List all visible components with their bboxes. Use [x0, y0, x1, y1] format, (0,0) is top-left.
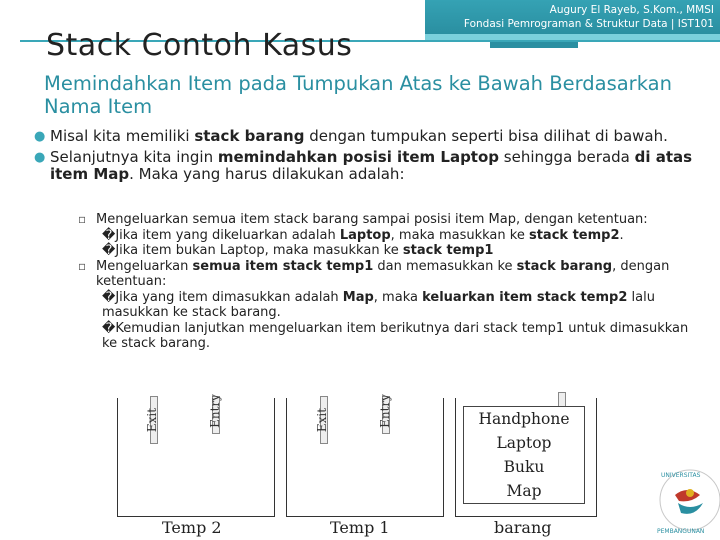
- bullet-item: [34, 149, 694, 183]
- header-course: Fondasi Pemrograman & Struktur Data | IST101: [463, 18, 714, 30]
- substep-item: [78, 321, 698, 352]
- step-text: Mengeluarkan semua: [96, 212, 241, 227]
- step-bold: stack barang: [516, 258, 613, 274]
- substep-text: Jika yang item dimasukkan adalah: [115, 289, 343, 305]
- step-text: Mengeluarkan: [96, 258, 193, 274]
- step-text: dan memasukkan ke: [373, 258, 517, 274]
- substep-text: .: [619, 227, 624, 243]
- bullet-item: [34, 128, 694, 145]
- step-item: [78, 259, 698, 290]
- slide-title: Stack Contoh Kasus: [46, 28, 353, 63]
- header-text: [464, 3, 714, 31]
- substep-bold: Map: [342, 289, 374, 305]
- step-item: [78, 212, 698, 228]
- stack-item: Laptop: [496, 434, 552, 452]
- square-bullet-icon: ▫: [78, 212, 87, 226]
- bullet-bold: di atas item Map: [50, 148, 693, 183]
- substep-item: [78, 228, 698, 244]
- substep-item: [78, 290, 698, 321]
- substep-text: , maka: [373, 289, 423, 305]
- bullet-bold: stack barang: [194, 127, 305, 145]
- substep-item: [78, 243, 698, 259]
- header-author: Augury El Rayeb, S.Kom., MMSI: [549, 4, 714, 16]
- bullet-dot-icon: ●: [34, 129, 46, 144]
- bullet-bold: memindahkan posisi item Laptop: [217, 148, 500, 166]
- stack-temp1: [286, 398, 444, 517]
- step-list: [78, 212, 698, 352]
- bullet-text: Misal kita memiliki: [50, 127, 195, 145]
- header-accent-block: [490, 42, 578, 48]
- stack-items: [463, 406, 585, 504]
- box-glyph-icon: �: [102, 243, 116, 258]
- bullet-dot-icon: ●: [34, 150, 46, 165]
- entry-label: Entry: [207, 394, 222, 428]
- stack-item: Map: [506, 482, 542, 500]
- square-bullet-icon: ▫: [78, 258, 87, 273]
- exit-label: Exit: [145, 407, 160, 433]
- slide-subtitle: Memindahkan Item pada Tumpukan Atas ke Bawah Berdasarkan Nama Item: [44, 72, 672, 118]
- substep-text: , maka masukkan ke: [390, 227, 529, 243]
- svg-text:UNIVERSITAS: UNIVERSITAS: [661, 472, 701, 479]
- bullet-text: dengan tumpukan seperti bisa dilihat di bawah.: [304, 127, 668, 145]
- svg-text:PEMBANGUNAN: PEMBANGUNAN: [657, 528, 705, 535]
- bullet-text: sehingga berada: [499, 148, 635, 166]
- stack-label-temp1: Temp 1: [330, 518, 390, 537]
- stack-temp2: [117, 398, 275, 517]
- step-text: item stack barang: [240, 212, 359, 227]
- substep-bold: Laptop: [339, 227, 391, 243]
- substep-bold: stack temp2: [528, 227, 620, 243]
- university-logo-icon: [645, 455, 720, 540]
- box-glyph-icon: �: [102, 227, 116, 243]
- stack-label-temp2: Temp 2: [162, 518, 222, 537]
- substep-text: lalu masukkan ke stack barang.: [102, 289, 655, 320]
- bullet-text: . Maka yang harus dilakukan adalah:: [129, 165, 405, 183]
- step-bold: semua item stack temp1: [192, 258, 374, 274]
- box-glyph-icon: �: [102, 320, 116, 336]
- bullet-list: [34, 128, 694, 187]
- step-text: , dengan ketentuan:: [96, 258, 670, 289]
- stack-item: Buku: [503, 458, 545, 476]
- substep-text: Kemudian lanjutkan mengeluarkan item berikutnya dari stack temp1 untuk dimasukkan ke stack barang.: [102, 320, 689, 351]
- entry-label: Entry: [377, 394, 392, 428]
- substep-bold: keluarkan item stack temp2: [422, 289, 628, 305]
- stack-label-barang: barang: [494, 518, 552, 537]
- substep-text: Jika item yang dikeluarkan adalah: [115, 227, 340, 243]
- exit-label: Exit: [315, 407, 330, 433]
- step-text: sampai posisi item Map, dengan ketentuan:: [358, 212, 648, 227]
- substep-bold: stack temp1: [402, 243, 494, 258]
- box-glyph-icon: �: [102, 289, 116, 305]
- bullet-text: Selanjutnya kita ingin: [50, 148, 218, 166]
- stack-item: Handphone: [478, 410, 570, 428]
- substep-text: Jika item bukan Laptop, maka masukkan ke: [115, 243, 403, 258]
